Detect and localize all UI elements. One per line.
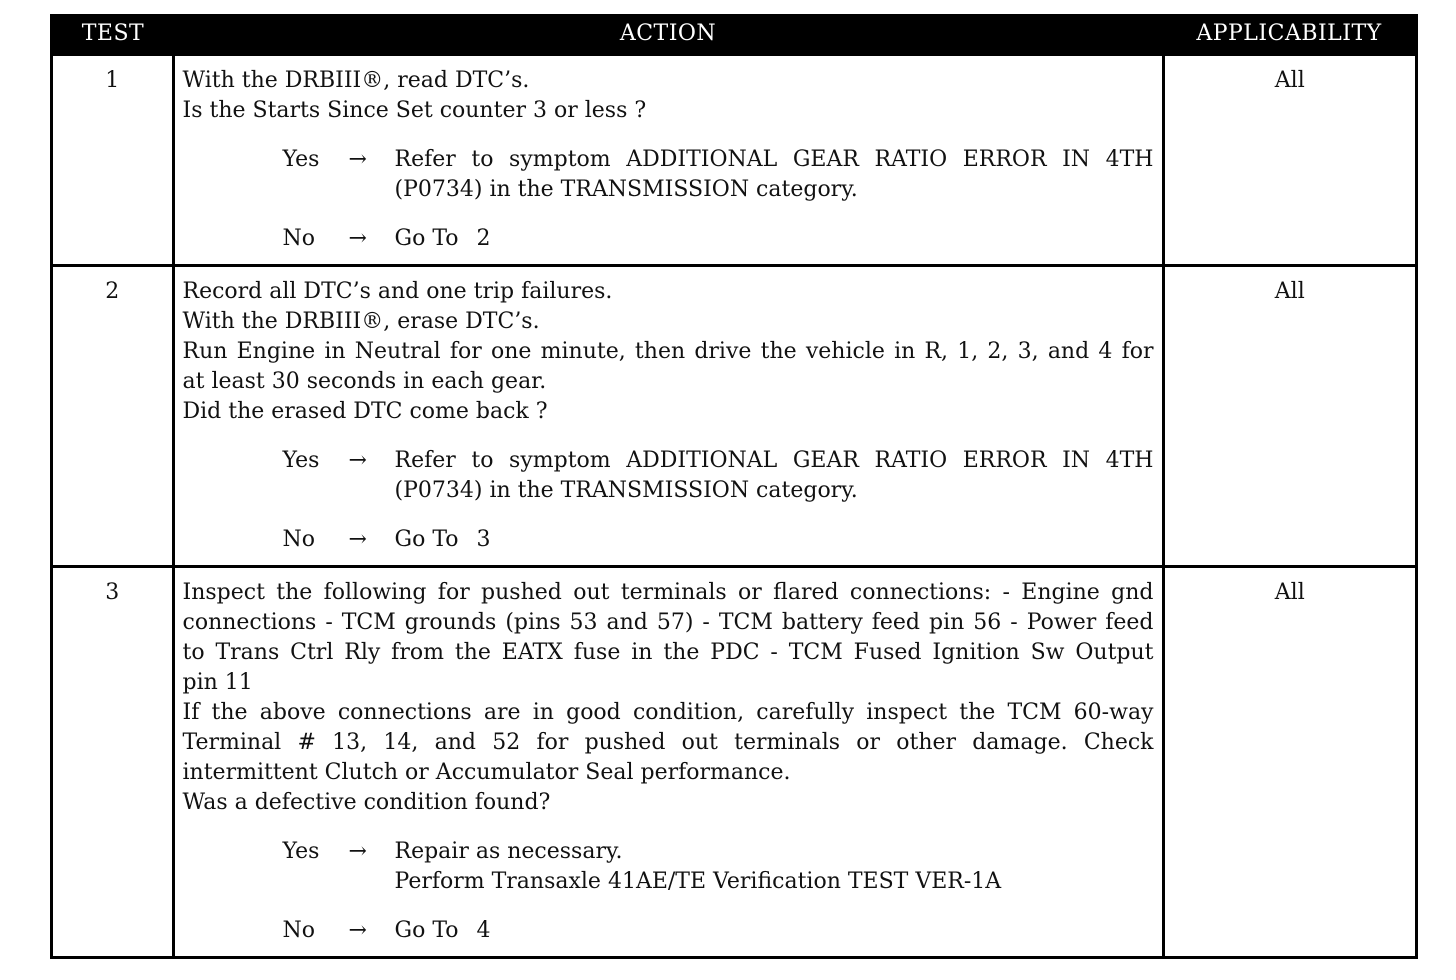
no-result [395, 224, 1154, 254]
no-answer [283, 224, 1154, 254]
arrow-icon: → [348, 225, 367, 251]
test-table [53, 14, 1415, 959]
action-line: If the above connections are in good condition, carefully inspect the TCM 60-way [182, 699, 1154, 725]
no-result [395, 525, 1154, 555]
no-label: No [282, 917, 315, 943]
applicability-value: All [1163, 265, 1415, 566]
action-line: to Trans Ctrl Rly from the EATX fuse in the PDC - TCM Fused Ignition Sw Output [182, 639, 1154, 665]
yes-label: Yes [282, 447, 320, 473]
goto-target: 3 [476, 526, 491, 552]
yes-answer [283, 145, 1154, 205]
goto-target: 4 [476, 917, 491, 943]
header-applicability: APPLICABILITY [1163, 14, 1415, 54]
action-line: intermittent Clutch or Accumulator Seal performance. [182, 759, 791, 785]
no-answer [283, 916, 1154, 946]
arrow-icon: → [348, 146, 367, 172]
arrow-icon: → [348, 917, 367, 943]
yes-result [395, 446, 1154, 506]
goto-target: 2 [476, 225, 491, 251]
goto-text: Go To [394, 917, 459, 943]
test-number: 2 [53, 265, 173, 566]
action-line: connections - TCM grounds (pins 53 and 57) - TCM battery feed pin 56 - Power feed [182, 609, 1154, 635]
action-line: Is the Starts Since Set counter 3 or less ? [182, 97, 647, 123]
action-line: Record all DTC’s and one trip failures. [182, 278, 613, 304]
test-number: 3 [53, 566, 173, 959]
arrow-icon: → [348, 526, 367, 552]
applicability-value: All [1163, 566, 1415, 959]
table-row [53, 265, 1415, 566]
header-test: TEST [53, 14, 173, 54]
yes-result [395, 145, 1154, 205]
no-result [395, 916, 1154, 946]
test-number: 1 [53, 54, 173, 265]
header-row [53, 14, 1415, 54]
table-row [53, 566, 1415, 959]
action-line: at least 30 seconds in each gear. [182, 368, 547, 394]
action-line: With the DRBIII®, read DTC’s. [182, 67, 530, 93]
yes-answer [283, 837, 1154, 897]
yes-result-line: Refer to symptom ADDITIONAL GEAR RATIO ERROR IN 4TH [394, 447, 1154, 473]
no-label: No [282, 526, 315, 552]
action-cell [173, 566, 1163, 959]
yes-result-line: (P0734) in the TRANSMISSION category. [394, 176, 858, 202]
action-line: Did the erased DTC come back ? [182, 398, 548, 424]
yes-result-line: Refer to symptom ADDITIONAL GEAR RATIO ERROR IN 4TH [394, 146, 1154, 172]
applicability-value: All [1163, 54, 1415, 265]
no-answer [283, 525, 1154, 555]
action-line: pin 11 [182, 669, 253, 695]
action-line: Inspect the following for pushed out terminals or flared connections: - Engine gnd [182, 579, 1154, 605]
action-line: With the DRBIII®, erase DTC’s. [182, 308, 540, 334]
yes-label: Yes [282, 838, 320, 864]
action-line: Was a defective condition found? [182, 789, 551, 815]
yes-answer [283, 446, 1154, 506]
header-action: ACTION [173, 14, 1163, 54]
yes-label: Yes [282, 146, 320, 172]
table-row [53, 54, 1415, 265]
action-line: Terminal # 13, 14, and 52 for pushed out terminals or other damage. Check [182, 729, 1154, 755]
yes-result [395, 837, 1154, 897]
yes-result-line: Perform Transaxle 41AE/TE Verification TEST VER-1A [394, 868, 1002, 894]
no-label: No [282, 225, 315, 251]
goto-text: Go To [394, 526, 459, 552]
arrow-icon: → [348, 838, 367, 864]
diagnostic-test-table [50, 14, 1418, 959]
action-cell [173, 265, 1163, 566]
action-line: Run Engine in Neutral for one minute, then drive the vehicle in R, 1, 2, 3, and 4 for [182, 338, 1154, 364]
action-cell [173, 54, 1163, 265]
yes-result-line: (P0734) in the TRANSMISSION category. [394, 477, 858, 503]
arrow-icon: → [348, 447, 367, 473]
goto-text: Go To [394, 225, 459, 251]
yes-result-line: Repair as necessary. [394, 838, 623, 864]
